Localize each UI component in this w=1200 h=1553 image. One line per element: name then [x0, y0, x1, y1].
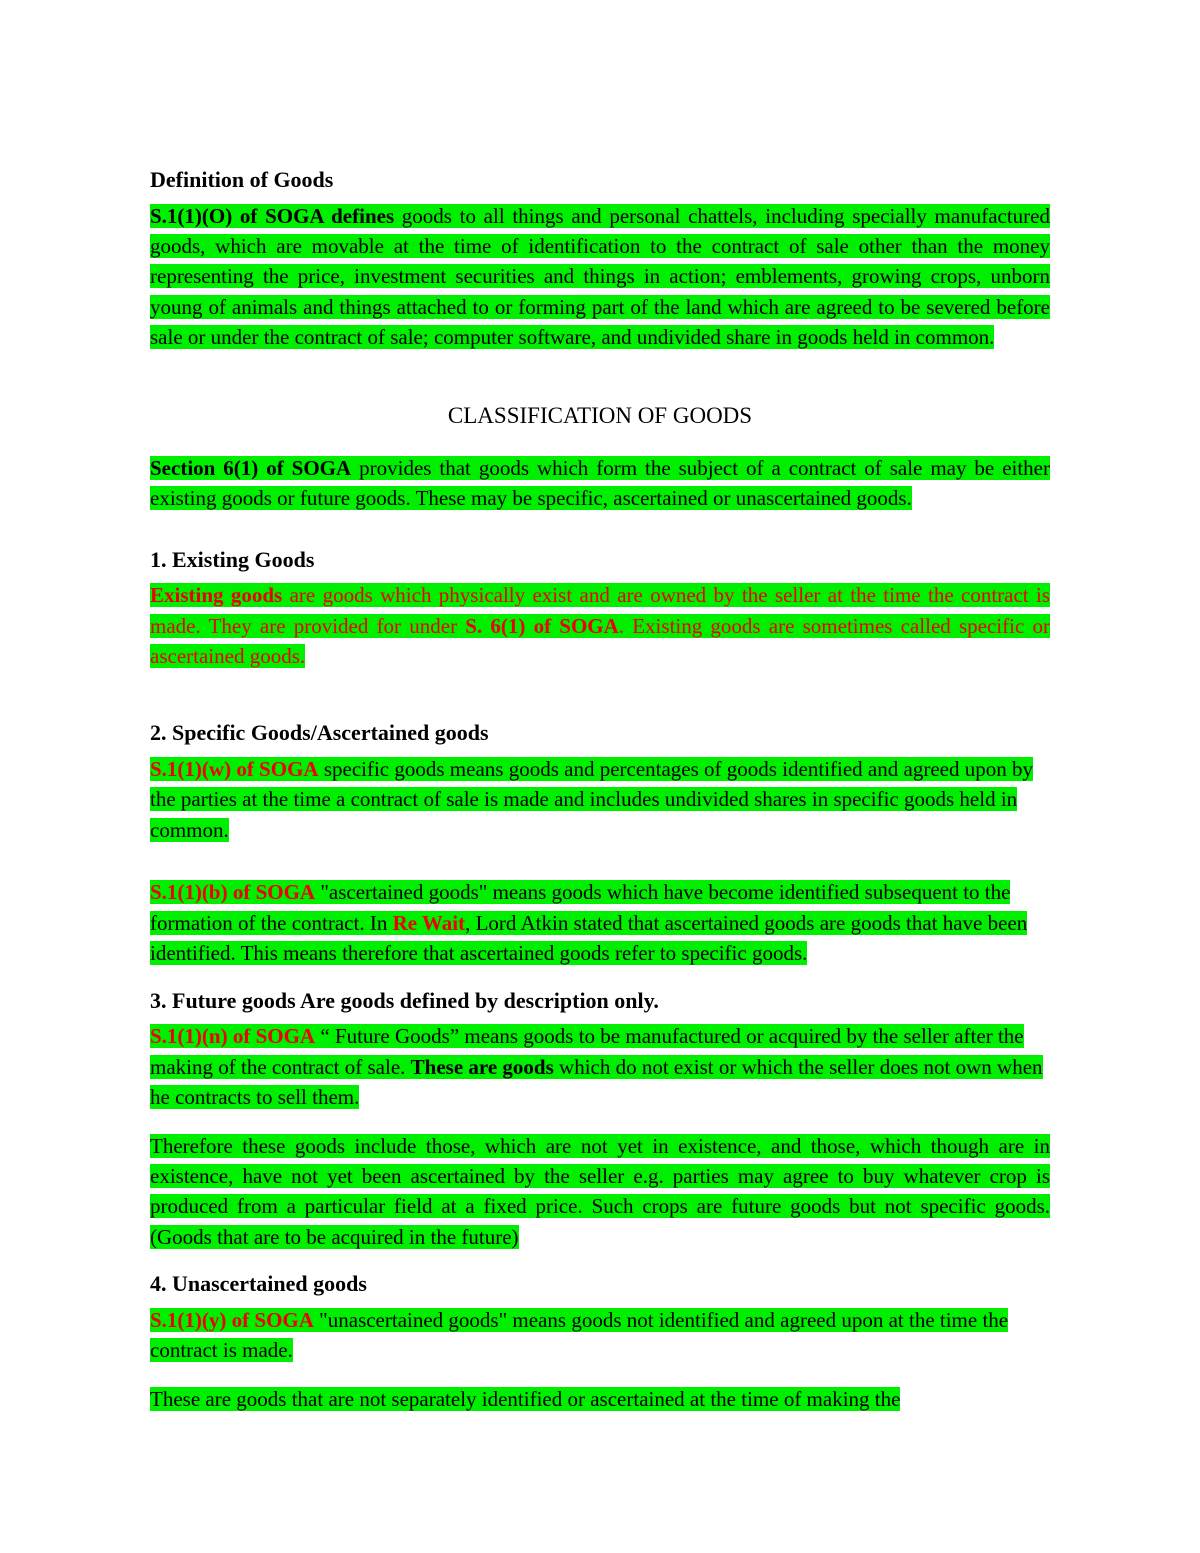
paragraph-classification: [150, 453, 1050, 514]
statute-reference-s1-1-w: S.1(1)(w) of SOGA: [150, 757, 319, 782]
section-heading-future-goods: 3. Future goods Are goods defined by description only.: [150, 987, 659, 1013]
paragraph-specific-goods: [150, 754, 1050, 845]
spacer: [150, 532, 1050, 546]
section-heading-specific-goods: 2. Specific Goods/Ascertained goods: [150, 720, 489, 746]
paragraph-future-goods-explanation: [150, 1131, 1050, 1253]
paragraph-existing-body-1: are goods which physically exist and are owned by the seller at the time the contract is made. They are provided for under: [150, 583, 1050, 638]
paragraph-existing-goods: [150, 580, 1050, 671]
paragraph-unascertained-goods: [150, 1305, 1050, 1366]
paragraph-specific-body: specific goods means goods and percentages of goods identified and agreed upon by the parties at the time a contract of sale is made and includes undivided shares in specific goods held in common.: [150, 757, 1033, 842]
paragraph-future-body-1: “ Future Goods” means goods to be manufactured or acquired by the seller after the making of the contract of sale.: [150, 1024, 1024, 1079]
paragraph-unascertained-explanation-text: These are goods that are not separately identified or ascertained at the time of making the: [150, 1386, 901, 1411]
section-heading-definition-of-goods: Definition of Goods: [150, 167, 334, 192]
spacer: [150, 689, 1050, 719]
statute-reference-s1-1-y: S.1(1)(y) of SOGA: [150, 1307, 314, 1332]
statute-reference-s1-1-o: S.1(1)(O) of SOGA defines: [150, 203, 395, 228]
spacer: [150, 371, 1050, 401]
paragraph-future-goods: [150, 1021, 1050, 1112]
case-reference-re-wait: Re Wait: [392, 910, 466, 935]
paragraph-ascertained-goods: [150, 877, 1050, 968]
statute-reference-section-6-1: Section 6(1) of SOGA: [150, 455, 352, 480]
statute-reference-s6-1: S. 6(1) of SOGA: [465, 613, 619, 638]
statute-reference-s1-1-n: S.1(1)(n) of SOGA: [150, 1024, 316, 1049]
paragraph-unascertained-body: "unascertained goods" means goods not identified and agreed upon at the time the contract is made.: [150, 1307, 1009, 1363]
paragraph-unascertained-explanation: [150, 1384, 1050, 1414]
section-heading-unascertained-goods: 4. Unascertained goods: [150, 1271, 367, 1297]
term-existing-goods: Existing goods: [150, 583, 283, 608]
paragraph-ascertained-body-2: , Lord Atkin stated that ascertained goods are goods that have been identified. This means therefore that ascertained goods refer to specific goods.: [150, 910, 1028, 966]
paragraph-future-body-2: which do not exist or which the seller does not own when he contracts to sell them.: [150, 1054, 1043, 1110]
paragraph-definition-body: goods to all things and personal chattels, including specially manufactured goods, which are movable at the time of identification to the contract of sale other than the money representing the price, investment securities and things in action; emblements, growing crops, unborn young of animals and things attached to or forming part of the land which are agreed to be severed before sale or under the contract of sale; computer software, and undivided share in goods held in common.: [150, 203, 1050, 350]
paragraph-existing-body-2: . Existing goods are sometimes called specific or ascertained goods.: [150, 613, 1050, 669]
paragraph-future-explanation-text: Therefore these goods include those, which are not yet in existence, and those, which though are in existence, have not yet been ascertained by the seller e.g. parties may agree to buy whatever crop is produced from a particular field at a fixed price. Such crops are future goods but not specific goods. (Goods that are to be acquired in the future): [150, 1133, 1050, 1249]
paragraph-classification-body: provides that goods which form the subject of a contract of sale may be either existing goods or future goods. These may be specific, ascertained or unascertained goods.: [150, 455, 1051, 511]
paragraph-definition-of-goods: [150, 201, 1050, 353]
spacer: [150, 863, 1050, 877]
paragraph-ascertained-body-1: "ascertained goods" means goods which have become identified subsequent to the formation of the contract. In: [150, 880, 1011, 935]
statute-reference-s1-1-b: S.1(1)(b) of SOGA: [150, 880, 316, 905]
section-heading-existing-goods: 1. Existing Goods: [150, 546, 315, 572]
emphasis-these-are-goods: These are goods: [410, 1054, 554, 1079]
section-heading-classification-of-goods: CLASSIFICATION OF GOODS: [447, 402, 753, 428]
